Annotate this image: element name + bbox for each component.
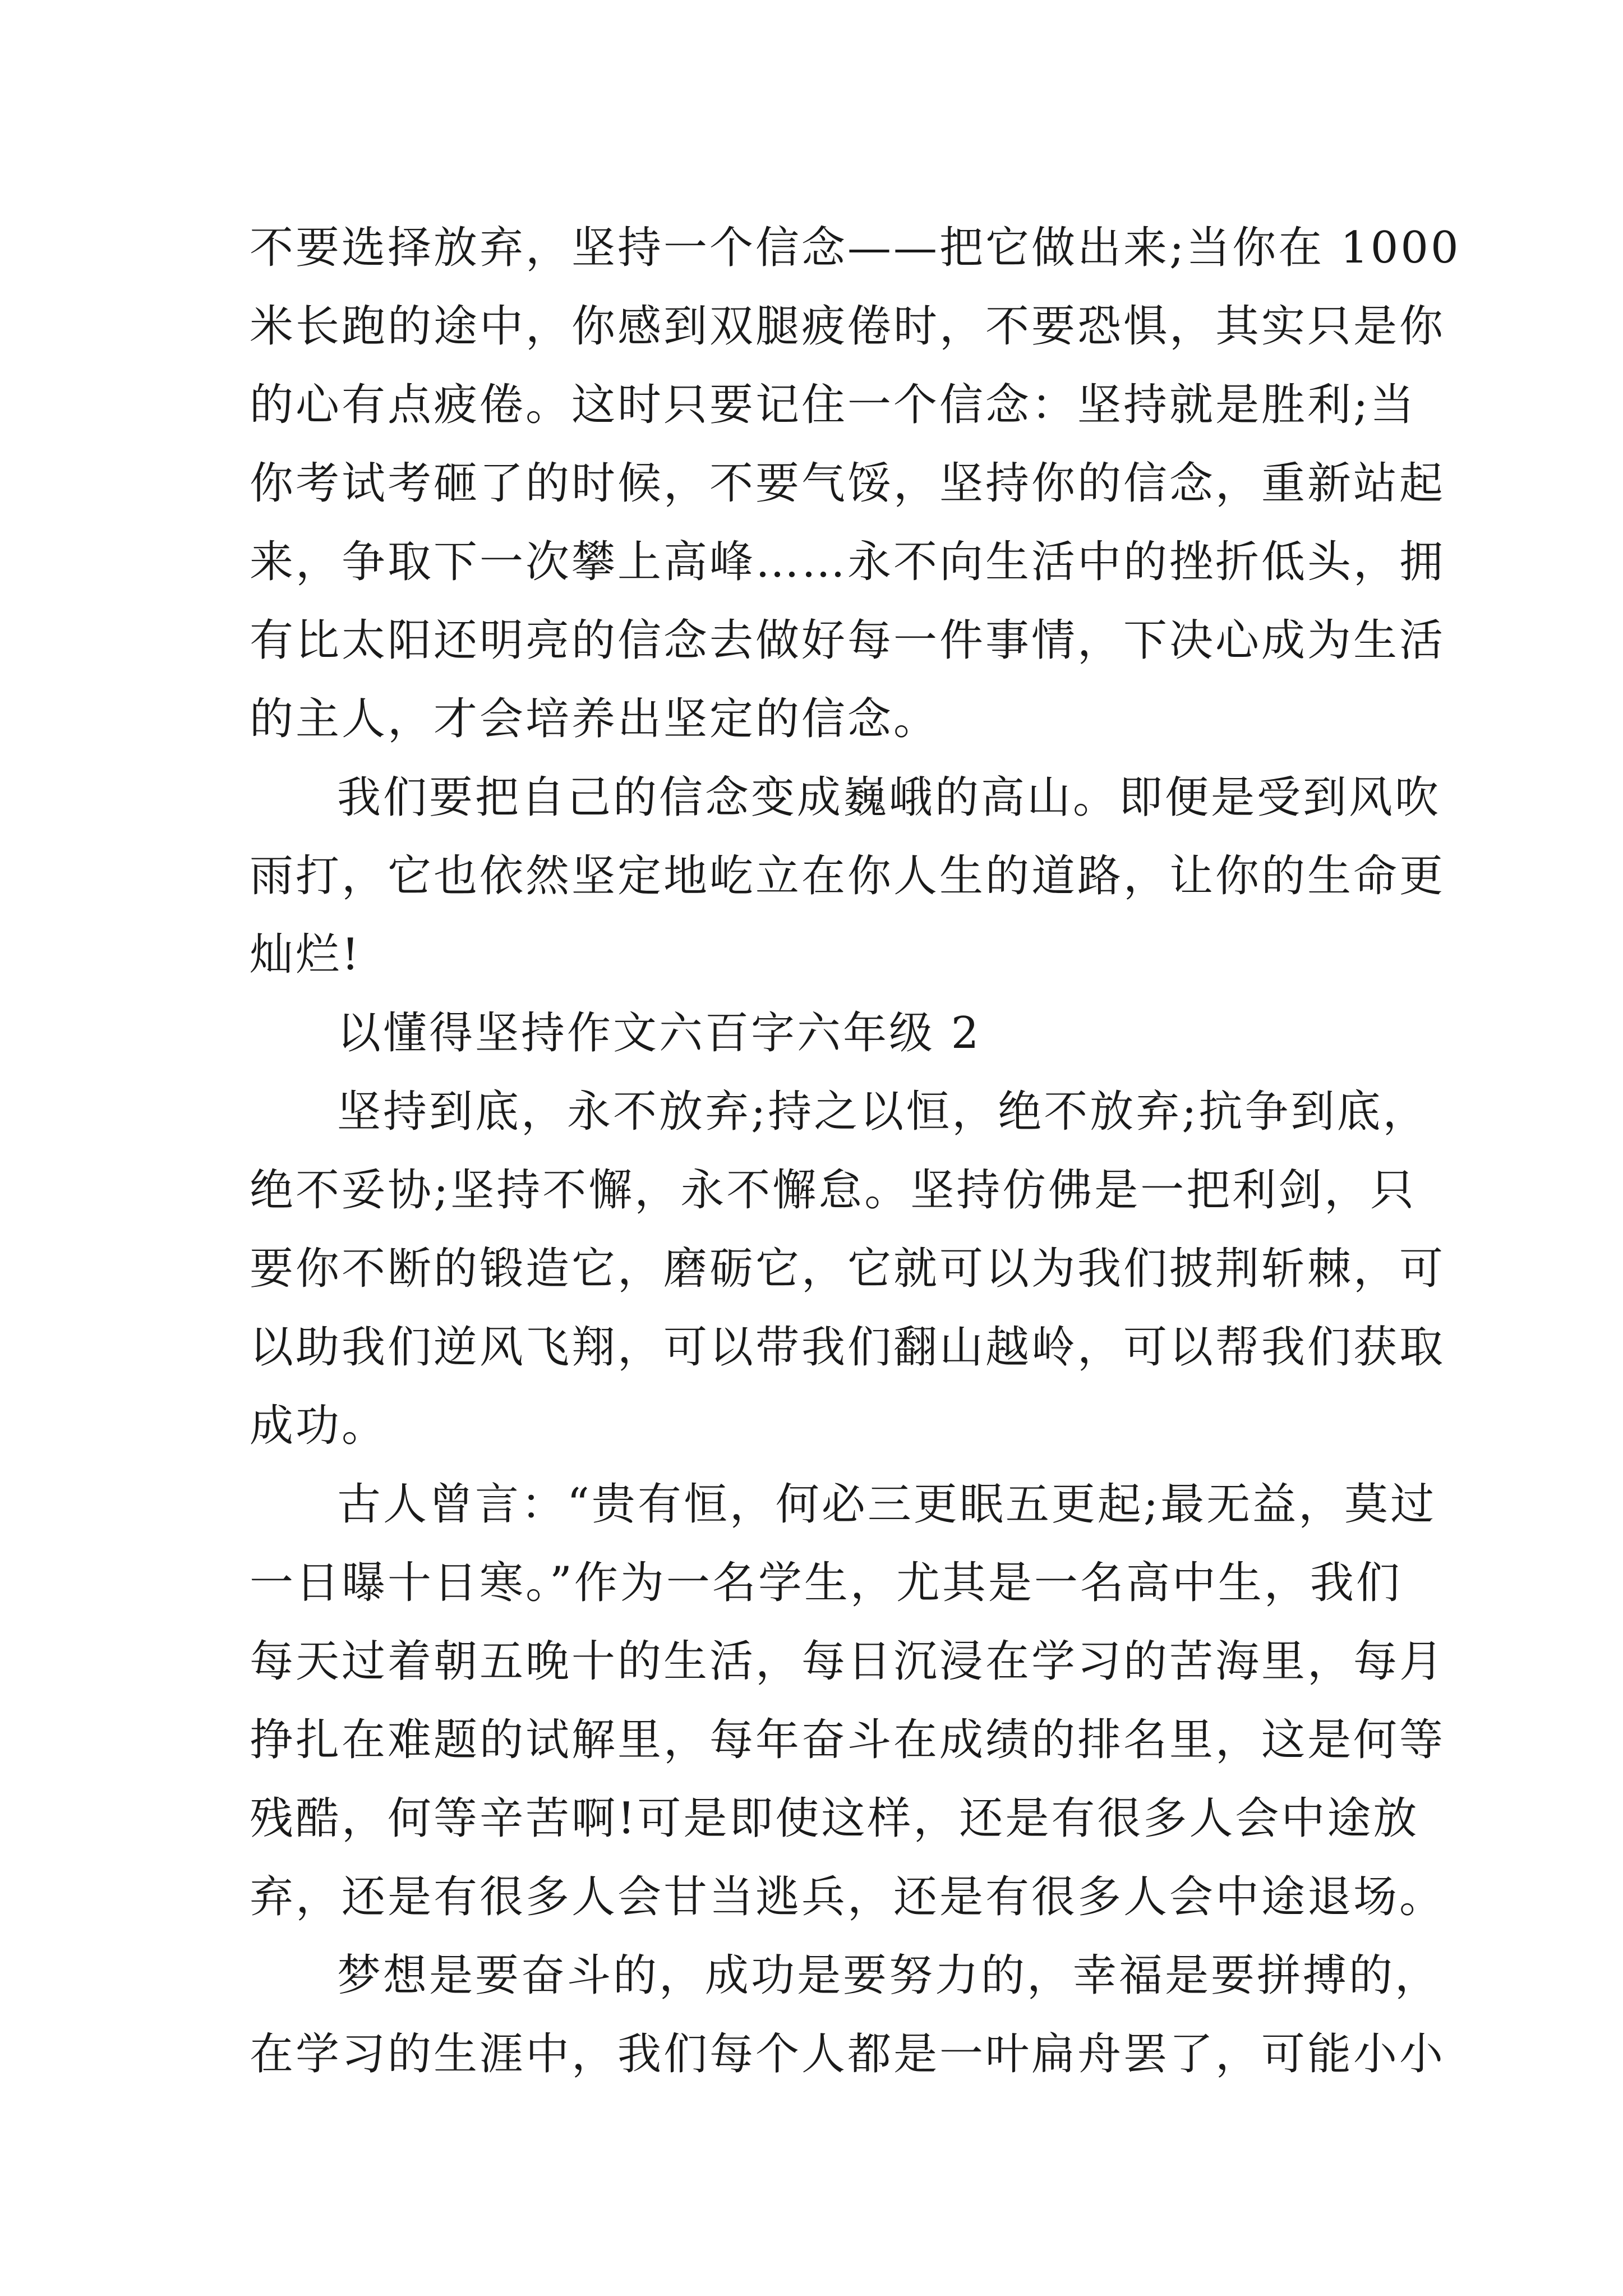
text-line-23: 梦想是要奋斗的，成功是要努力的，幸福是要拼搏的， (337, 1950, 1441, 2001)
text-line-19: 每天过着朝五晚十的生活，每日沉浸在学习的苦海里，每月 (250, 1636, 1446, 1687)
text-line-9: 雨打，它也依然坚定地屹立在你人生的道路，让你的生命更 (250, 851, 1446, 901)
text-line-16: 成功。 (250, 1401, 388, 1451)
text-line-10: 灿烂! (250, 930, 362, 980)
text-line-15: 以助我们逆风飞翔，可以带我们翻山越岭，可以帮我们获取 (250, 1322, 1446, 1373)
text-line-22: 弃，还是有很多人会甘当逃兵，还是有很多人会中途退场。 (250, 1872, 1446, 1922)
text-line-6: 有比太阳还明亮的信念去做好每一件事情，下决心成为生活 (250, 615, 1446, 666)
document-body (250, 209, 1461, 2093)
text-line-24: 在学习的生涯中，我们每个人都是一叶扁舟罢了，可能小小 (250, 2029, 1446, 2079)
text-line-4: 你考试考砸了的时候，不要气馁，坚持你的信念，重新站起 (250, 458, 1446, 509)
section-heading: 以懂得坚持作文六百字六年级 2 (337, 1008, 981, 1059)
text-line-5: 来，争取下一次攀上高峰……永不向生活中的挫折低头，拥 (250, 537, 1446, 587)
text-line-13: 绝不妥协;坚持不懈，永不懈怠。坚持仿佛是一把利剑，只 (250, 1165, 1417, 1216)
text-line-21: 残酷，何等辛苦啊!可是即使这样，还是有很多人会中途放 (250, 1793, 1419, 1844)
text-line-7: 的主人，才会培养出坚定的信念。 (250, 694, 940, 744)
text-line-1: 不要选择放弃，坚持一个信念——把它做出来;当你在 1000 (250, 223, 1461, 273)
text-line-17: 古人曾言：“贵有恒，何必三更眠五更起;最无益，莫过 (337, 1479, 1437, 1530)
text-line-18: 一日曝十日寒。”作为一名学生，尤其是一名高中生，我们 (250, 1558, 1402, 1608)
text-line-8: 我们要把自己的信念变成巍峨的高山。即便是受到风吹 (337, 772, 1441, 823)
text-line-20: 挣扎在难题的试解里，每年奋斗在成绩的排名里，这是何等 (250, 1715, 1446, 1765)
text-line-3: 的心有点疲倦。这时只要记住一个信念：坚持就是胜利;当 (250, 380, 1417, 430)
text-line-2: 米长跑的途中，你感到双腿疲倦时，不要恐惧，其实只是你 (250, 301, 1446, 352)
text-line-14: 要你不断的锻造它，磨砺它，它就可以为我们披荆斩棘，可 (250, 1244, 1446, 1294)
text-line-12: 坚持到底，永不放弃;持之以恒，绝不放弃;抗争到底， (337, 1087, 1429, 1137)
